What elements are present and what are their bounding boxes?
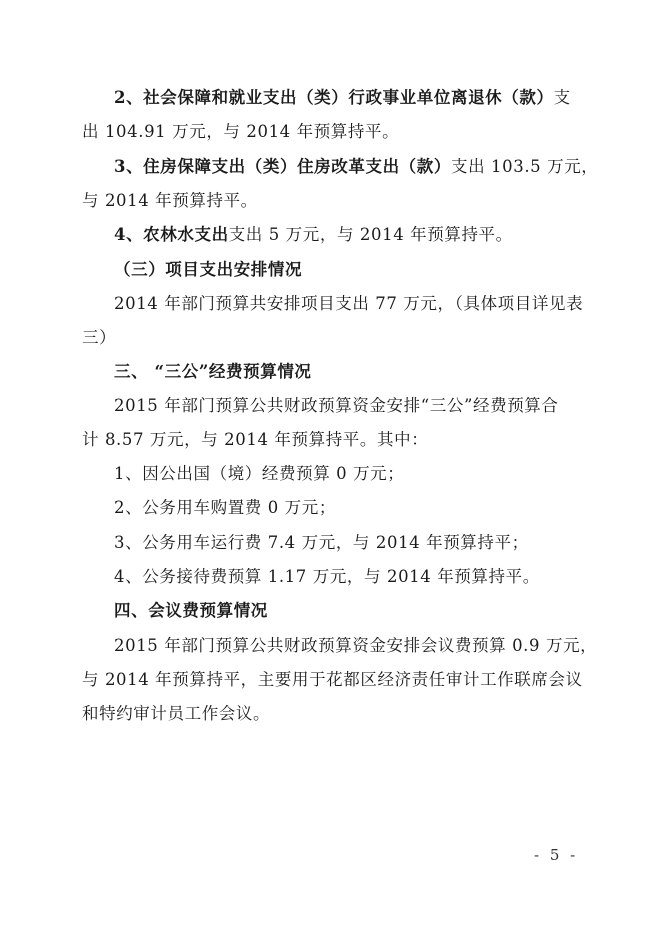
body-text: 支出 103.5 万元， [450,157,599,176]
paragraph-line [82,191,258,211]
paragraph-line: 2015 年部门预算公共财政预算资金安排“三公”经费预算合 [114,396,559,415]
body-text: 出 104.91 万元，与 2014 年预算持平。 [82,122,400,141]
section-heading: （三）项目支出安排情况 [114,260,303,279]
paragraph-line [82,122,399,142]
bold-heading-text: 3、住房保障支出（类）住房改革支出（款） [114,157,451,176]
paragraph-line: 计 8.57 万元，与 2014 年预算持平。其中： [82,430,429,449]
paragraph-line [114,88,571,108]
list-item: 3、公务用车运行费 7.4 万元，与 2014 年预算持平； [114,533,529,552]
paragraph-line: 2014 年部门预算共安排项目支出 77 万元，（具体项目详见表 [114,294,584,313]
body-text: 与 2014 年预算持平。 [82,191,258,210]
paragraph-line [114,157,598,177]
paragraph-line [114,225,513,245]
bold-heading-text: 4、农林水支出 [114,225,229,244]
paragraph-line: 和特约审计员工作会议。 [82,704,271,723]
list-item: 2、公务用车购置费 0 万元； [114,498,336,517]
body-text: 支 [553,88,571,107]
list-item: 4、公务接待费预算 1.17 万元，与 2014 年预算持平。 [114,567,540,586]
section-heading: 三、 “三公”经费预算情况 [114,362,312,381]
section-heading: 四、会议费预算情况 [114,601,268,620]
paragraph-line: 与 2014 年预算持平，主要用于花都区经济责任审计工作联席会议 [82,670,583,689]
body-text: 支出 5 万元，与 2014 年预算持平。 [228,225,513,244]
paragraph-line: 2015 年部门预算公共财政预算资金安排会议费预算 0.9 万元， [114,636,598,655]
paragraph-line: 三） [82,328,117,347]
bold-heading-text: 2、社会保障和就业支出（类）行政事业单位离退休（款） [114,88,554,107]
list-item: 1、因公出国（境）经费预算 0 万元； [114,464,405,483]
page-number: - 5 - [534,846,579,864]
